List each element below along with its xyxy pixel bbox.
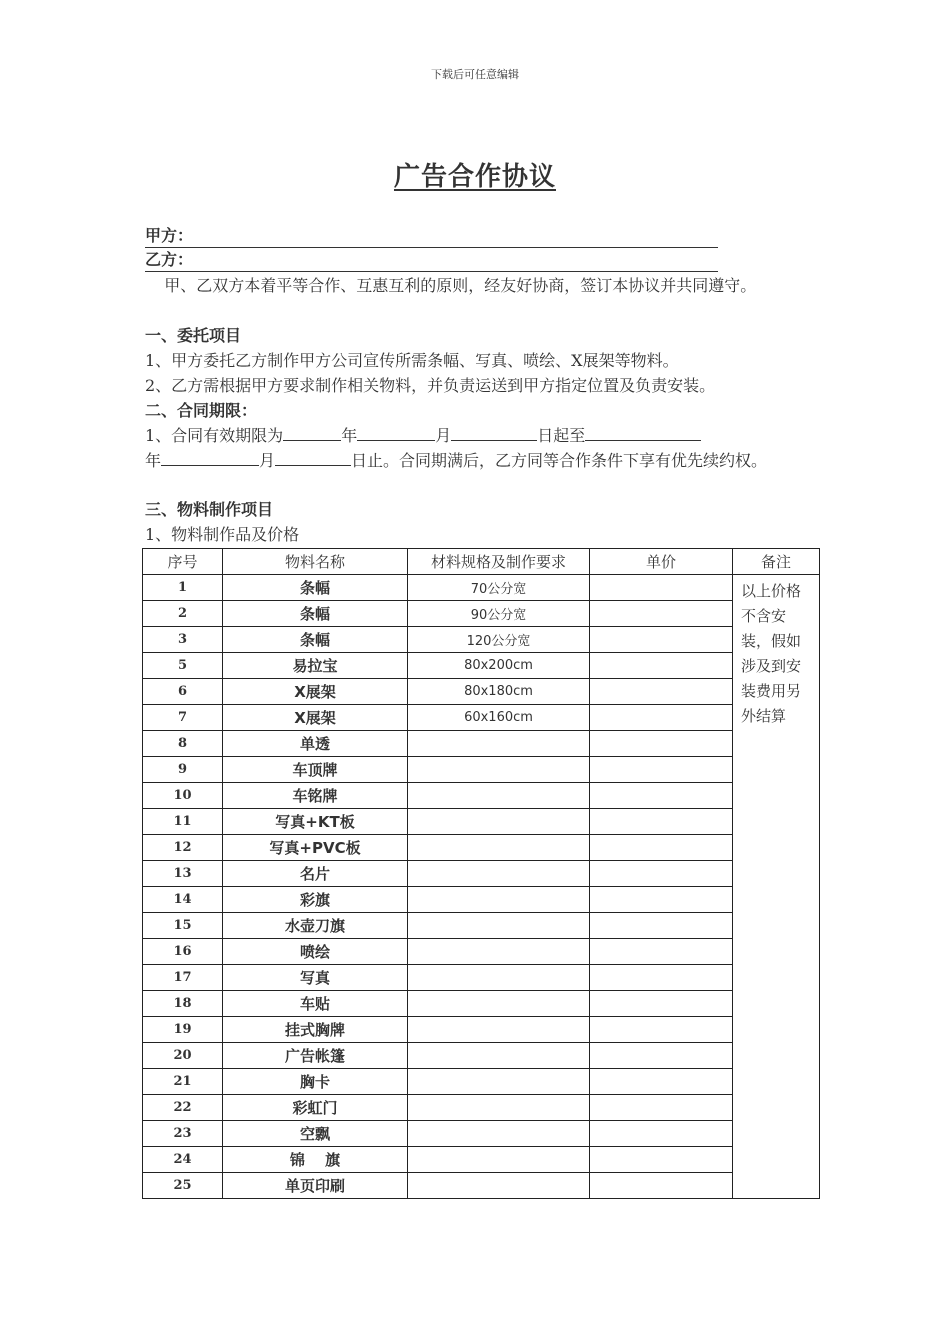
material-name-cell: 喷绘	[223, 939, 408, 965]
serial-cell: 12	[143, 835, 223, 861]
material-name-cell: 写真	[223, 965, 408, 991]
material-name-cell: 单页印刷	[223, 1173, 408, 1199]
section1-heading: 一、委托项目	[145, 326, 242, 345]
table-row	[143, 913, 820, 939]
start-year-blank[interactable]	[283, 424, 341, 441]
table-row	[143, 601, 820, 627]
serial-cell: 20	[143, 1043, 223, 1069]
serial-cell: 1	[143, 575, 223, 601]
spec-cell[interactable]	[408, 939, 590, 965]
serial-cell: 3	[143, 627, 223, 653]
unit-price-cell[interactable]	[590, 757, 733, 783]
material-name-cell: 空飘	[223, 1121, 408, 1147]
serial-cell: 10	[143, 783, 223, 809]
spec-cell[interactable]	[408, 1121, 590, 1147]
table-row	[143, 809, 820, 835]
material-name-cell: 条幅	[223, 601, 408, 627]
spec-cell[interactable]	[408, 913, 590, 939]
serial-cell: 23	[143, 1121, 223, 1147]
spec-cell[interactable]	[408, 861, 590, 887]
table-row	[143, 1095, 820, 1121]
material-name-cell: 条幅	[223, 575, 408, 601]
section3-heading: 三、物料制作项目	[145, 500, 274, 519]
unit-price-cell[interactable]	[590, 783, 733, 809]
serial-cell: 6	[143, 679, 223, 705]
table-row	[143, 991, 820, 1017]
table-row	[143, 653, 820, 679]
unit-price-cell[interactable]	[590, 1173, 733, 1199]
material-name-cell: 锦 旗	[223, 1147, 408, 1173]
material-name-cell: 条幅	[223, 627, 408, 653]
unit-price-cell[interactable]	[590, 835, 733, 861]
unit-price-cell[interactable]	[590, 705, 733, 731]
spec-cell[interactable]: 70公分宽	[408, 575, 590, 601]
term-month-label: 月	[435, 426, 452, 445]
unit-price-cell[interactable]	[590, 1043, 733, 1069]
serial-cell: 13	[143, 861, 223, 887]
spec-cell[interactable]	[408, 991, 590, 1017]
header-serial: 序号	[143, 549, 223, 575]
section3-subheading: 1、物料制作品及价格	[145, 525, 300, 544]
table-row	[143, 887, 820, 913]
serial-cell: 25	[143, 1173, 223, 1199]
unit-price-cell[interactable]	[590, 939, 733, 965]
material-name-cell: 写真+PVC板	[223, 835, 408, 861]
table-row	[143, 965, 820, 991]
section2-heading: 二、合同期限：	[145, 401, 258, 420]
party-b-label: 乙方：	[145, 250, 194, 269]
serial-cell: 2	[143, 601, 223, 627]
serial-cell: 15	[143, 913, 223, 939]
header-material-name: 物料名称	[223, 549, 408, 575]
document-title: 广告合作协议	[393, 162, 556, 192]
table-row	[143, 575, 820, 601]
unit-price-cell[interactable]	[590, 861, 733, 887]
material-name-cell: 车贴	[223, 991, 408, 1017]
material-name-cell: 挂式胸牌	[223, 1017, 408, 1043]
table-row	[143, 627, 820, 653]
material-name-cell: 彩虹门	[223, 1095, 408, 1121]
unit-price-cell[interactable]	[590, 731, 733, 757]
table-row	[143, 757, 820, 783]
unit-price-cell[interactable]	[590, 627, 733, 653]
unit-price-cell[interactable]	[590, 887, 733, 913]
spec-cell[interactable]	[408, 1095, 590, 1121]
table-row	[143, 1173, 820, 1199]
spec-cell[interactable]: 120公分宽	[408, 627, 590, 653]
spec-cell[interactable]	[408, 757, 590, 783]
materials-price-table	[142, 548, 820, 1199]
unit-price-cell[interactable]	[590, 991, 733, 1017]
unit-price-cell[interactable]	[590, 1017, 733, 1043]
end-day-blank[interactable]	[275, 449, 351, 466]
start-day-blank[interactable]	[451, 424, 537, 441]
unit-price-cell[interactable]	[590, 809, 733, 835]
table-row	[143, 1043, 820, 1069]
serial-cell: 5	[143, 653, 223, 679]
spec-cell[interactable]	[408, 1173, 590, 1199]
unit-price-cell[interactable]	[590, 1121, 733, 1147]
material-name-cell: X展架	[223, 679, 408, 705]
serial-cell: 7	[143, 705, 223, 731]
material-name-cell: 车铭牌	[223, 783, 408, 809]
table-row	[143, 705, 820, 731]
material-name-cell: 易拉宝	[223, 653, 408, 679]
unit-price-cell[interactable]	[590, 1069, 733, 1095]
spec-cell[interactable]	[408, 783, 590, 809]
material-name-cell: 胸卡	[223, 1069, 408, 1095]
term-year-label: 年	[341, 426, 358, 445]
party-b-field[interactable]	[145, 250, 718, 272]
term-day-from-label: 日起至	[537, 426, 586, 445]
unit-price-cell[interactable]	[590, 601, 733, 627]
start-month-blank[interactable]	[357, 424, 435, 441]
unit-price-cell[interactable]	[590, 913, 733, 939]
spec-cell[interactable]	[408, 809, 590, 835]
header-remarks: 备注	[733, 549, 820, 575]
intro-paragraph: 甲、乙双方本着平等合作、互惠互利的原则，经友好协商，签订本协议并共同遵守。	[164, 276, 757, 295]
material-name-cell: 水壶刀旗	[223, 913, 408, 939]
spec-cell[interactable]	[408, 965, 590, 991]
serial-cell: 18	[143, 991, 223, 1017]
material-name-cell: 彩旗	[223, 887, 408, 913]
material-name-cell: 单透	[223, 731, 408, 757]
serial-cell: 8	[143, 731, 223, 757]
spec-cell[interactable]: 80x200cm	[408, 653, 590, 679]
serial-cell: 16	[143, 939, 223, 965]
table-row	[143, 835, 820, 861]
section1-item1: 1、甲方委托乙方制作甲方公司宣传所需条幅、写真、喷绘、X展架等物料。	[145, 351, 679, 370]
end-year-blank[interactable]	[585, 424, 701, 441]
table-row	[143, 1121, 820, 1147]
spec-cell[interactable]	[408, 1043, 590, 1069]
table-row	[143, 939, 820, 965]
material-name-cell: 名片	[223, 861, 408, 887]
spec-cell[interactable]	[408, 1147, 590, 1173]
header-unit-price: 单价	[590, 549, 733, 575]
unit-price-cell[interactable]	[590, 679, 733, 705]
spec-cell[interactable]: 80x180cm	[408, 679, 590, 705]
serial-cell: 24	[143, 1147, 223, 1173]
unit-price-cell[interactable]	[590, 965, 733, 991]
spec-cell[interactable]	[408, 1017, 590, 1043]
end-month-blank[interactable]	[161, 449, 259, 466]
contract-term-paragraph	[145, 423, 825, 473]
serial-cell: 14	[143, 887, 223, 913]
spec-cell[interactable]	[408, 835, 590, 861]
serial-cell: 22	[143, 1095, 223, 1121]
header-spec: 材料规格及制作要求	[408, 549, 590, 575]
unit-price-cell[interactable]	[590, 653, 733, 679]
term-text-start: 1、合同有效期限为	[145, 426, 284, 445]
table-row	[143, 1017, 820, 1043]
term-year2-label: 年	[145, 451, 162, 470]
unit-price-cell[interactable]	[590, 1095, 733, 1121]
party-a-field[interactable]	[145, 226, 718, 248]
table-row	[143, 861, 820, 887]
spec-cell[interactable]	[408, 887, 590, 913]
spec-cell[interactable]	[408, 731, 590, 757]
unit-price-cell[interactable]	[590, 1147, 733, 1173]
remarks-cell: 以上价格不含安装，假如涉及到安装费用另外结算	[733, 575, 820, 1199]
table-header-row	[143, 549, 820, 575]
party-a-label: 甲方：	[145, 226, 194, 245]
spec-cell[interactable]: 90公分宽	[408, 601, 590, 627]
serial-cell: 19	[143, 1017, 223, 1043]
material-name-cell: 写真+KT板	[223, 809, 408, 835]
serial-cell: 17	[143, 965, 223, 991]
spec-cell[interactable]	[408, 1069, 590, 1095]
unit-price-cell[interactable]	[590, 575, 733, 601]
term-text-end: 日止。合同期满后，乙方同等合作条件下享有优先续约权。	[351, 451, 768, 470]
serial-cell: 21	[143, 1069, 223, 1095]
header-note: 下载后可任意编辑	[431, 68, 519, 81]
material-name-cell: 车顶牌	[223, 757, 408, 783]
serial-cell: 11	[143, 809, 223, 835]
spec-cell[interactable]: 60x160cm	[408, 705, 590, 731]
table-row	[143, 679, 820, 705]
term-month2-label: 月	[259, 451, 276, 470]
section1-item2: 2、乙方需根据甲方要求制作相关物料，并负责运送到甲方指定位置及负责安装。	[145, 376, 716, 395]
table-row	[143, 731, 820, 757]
table-row	[143, 1147, 820, 1173]
material-name-cell: X展架	[223, 705, 408, 731]
serial-cell: 9	[143, 757, 223, 783]
material-name-cell: 广告帐篷	[223, 1043, 408, 1069]
table-row	[143, 1069, 820, 1095]
table-row	[143, 783, 820, 809]
